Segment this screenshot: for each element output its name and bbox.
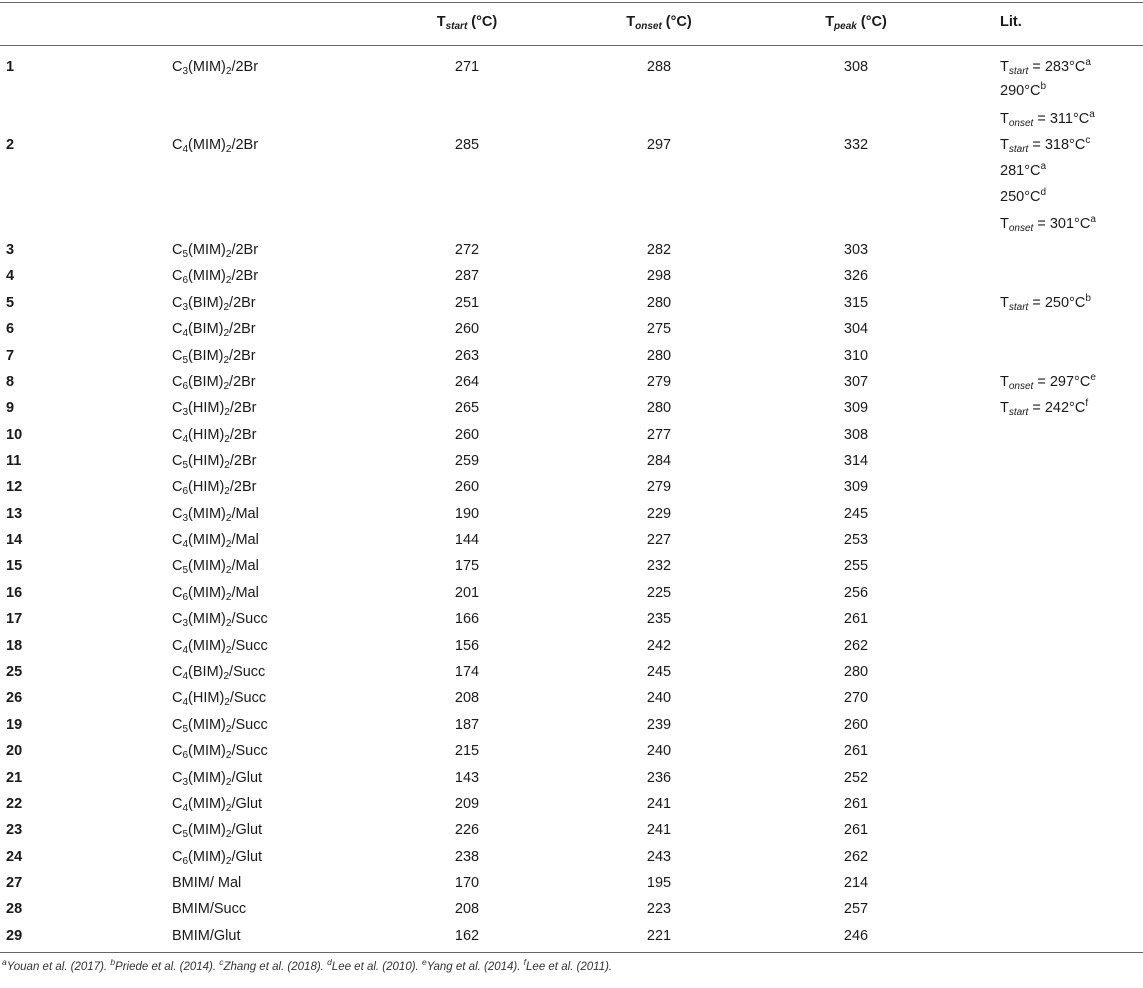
compound-number: 16 (6, 585, 23, 601)
t-peak-value: 262 (843, 849, 869, 865)
t-onset-value: 279 (646, 479, 672, 495)
t-peak-value: 261 (843, 611, 869, 627)
t-start-value: 166 (454, 611, 480, 627)
compound-number: 18 (6, 638, 23, 654)
t-peak-value: 252 (843, 770, 869, 786)
t-onset-value: 229 (646, 506, 672, 522)
compound-name: BMIM/Succ (172, 901, 247, 917)
compound-number: 1 (6, 59, 15, 75)
compound-name: $C_6(MIM)_2$/Mal (172, 585, 259, 603)
top-rule (0, 2, 1143, 3)
t-onset-value: 297 (646, 137, 672, 153)
t-start-value: 190 (454, 506, 480, 522)
compound-number: 11 (6, 453, 22, 469)
t-start-value: 287 (454, 268, 480, 284)
literature-entry: $281^\circ C^a$ (1000, 161, 1047, 179)
t-peak-value: 261 (843, 822, 869, 838)
t-onset-value: 241 (646, 796, 672, 812)
t-peak-value: 309 (843, 400, 869, 416)
compound-name: $C_5(MIM)_2/2Br$ (172, 242, 259, 260)
header-rule (0, 45, 1143, 46)
literature-entry: $T_{onset} = 297^\circ C^e$ (1000, 372, 1096, 392)
t-onset-value: 195 (646, 875, 672, 891)
literature-entry: $250^\circ C^d$ (1000, 187, 1047, 205)
compound-name: $C_6(HIM)_2/2Br$ (172, 479, 257, 497)
t-onset-value: 232 (646, 558, 672, 574)
t-peak-value: 246 (843, 928, 869, 944)
compound-name: $C_4(MIM)_2$/Glut (172, 796, 263, 814)
t-onset-value: 298 (646, 268, 672, 284)
t-onset-value: 239 (646, 717, 672, 733)
compound-number: 7 (6, 348, 15, 364)
bottom-rule (0, 952, 1143, 953)
footnotes (2, 957, 613, 973)
t-onset-value: 225 (646, 585, 672, 601)
t-peak-value: 253 (843, 532, 869, 548)
compound-name: $C_3(BIM)_2/2Br$ (172, 295, 256, 313)
literature-entry: $T_{onset} = 311^\circ C^a$ (1000, 109, 1095, 129)
t-onset-value: 223 (646, 901, 672, 917)
t-peak-value: 214 (843, 875, 869, 891)
t-start-value: 271 (454, 59, 480, 75)
t-onset-value: 279 (646, 374, 672, 390)
t-start-value: 144 (454, 532, 480, 548)
t-peak-value: 309 (843, 479, 869, 495)
literature-entry: $T_{start} = 283^\circ C^a$ (1000, 57, 1091, 77)
compound-name: $C_6(BIM)_2/2Br$ (172, 374, 256, 392)
header-t-start: $T_{start}$ (°C) (436, 14, 498, 32)
footnote-reference: $^a$Youan et al. (2017). (2, 957, 111, 973)
t-onset-value: 288 (646, 59, 672, 75)
t-onset-value: 227 (646, 532, 672, 548)
t-start-value: 265 (454, 400, 480, 416)
t-peak-value: 245 (843, 506, 869, 522)
compound-number: 6 (6, 321, 15, 337)
compound-name: $C_4(HIM)_2/2Br$ (172, 427, 257, 445)
compound-name: $C_4(BIM)_2/2Br$ (172, 321, 256, 339)
t-start-value: 174 (454, 664, 480, 680)
t-peak-value: 307 (843, 374, 869, 390)
compound-number: 22 (6, 796, 23, 812)
t-start-value: 208 (454, 690, 480, 706)
literature-entry: $290^\circ C^b$ (1000, 81, 1047, 99)
t-onset-value: 284 (646, 453, 672, 469)
compound-name: $C_5(HIM)_2/2Br$ (172, 453, 257, 471)
compound-name: $C_6(MIM)_2/2Br$ (172, 268, 259, 286)
header-t-onset: $T_{onset}$ (°C) (626, 14, 692, 32)
compound-name: $C_3(MIM)_2$/Mal (172, 506, 259, 524)
compound-number: 26 (6, 690, 23, 706)
t-start-value: 260 (454, 479, 480, 495)
compound-number: 25 (6, 664, 23, 680)
compound-name: $C_5(BIM)_2/2Br$ (172, 348, 256, 366)
t-onset-value: 243 (646, 849, 672, 865)
literature-entry: $T_{onset} = 301^\circ C^a$ (1000, 214, 1096, 234)
compound-number: 3 (6, 242, 15, 258)
t-start-value: 285 (454, 137, 480, 153)
compound-number: 19 (6, 717, 23, 733)
t-start-value: 201 (454, 585, 480, 601)
footnote-reference: $^e$Yang et al. (2014). (421, 957, 524, 973)
t-peak-value: 304 (843, 321, 869, 337)
compound-name: $C_4(MIM)_2$/Succ (172, 638, 268, 656)
compound-name: $C_6(MIM)_2$/Glut (172, 849, 263, 867)
compound-number: 24 (6, 849, 23, 865)
compound-number: 12 (6, 479, 23, 495)
t-peak-value: 255 (843, 558, 869, 574)
t-peak-value: 308 (843, 427, 869, 443)
t-onset-value: 241 (646, 822, 672, 838)
compound-number: 13 (6, 506, 23, 522)
compound-number: 28 (6, 901, 23, 917)
compound-name: $C_6(MIM)_2$/Succ (172, 743, 268, 761)
compound-number: 23 (6, 822, 23, 838)
compound-name: $C_4(MIM)_2/2Br$ (172, 137, 259, 155)
compound-number: 29 (6, 928, 23, 944)
t-peak-value: 310 (843, 348, 869, 364)
compound-number: 10 (6, 427, 23, 443)
compound-number: 14 (6, 532, 23, 548)
t-peak-value: 303 (843, 242, 869, 258)
compound-name: $C_3(MIM)_2$/Glut (172, 770, 263, 788)
t-onset-value: 280 (646, 295, 672, 311)
compound-name: BMIM/ Mal (172, 875, 242, 891)
footnote-reference: $^f$Lee et al. (2011). (523, 957, 613, 973)
compound-number: 15 (6, 558, 23, 574)
literature-entry: $T_{start} = 318^\circ C^c$ (1000, 135, 1091, 155)
literature-entry: $T_{start} = 250^\circ C^b$ (1000, 293, 1091, 313)
t-start-value: 156 (454, 638, 480, 654)
compound-number: 9 (6, 400, 15, 416)
t-onset-value: 240 (646, 743, 672, 759)
t-onset-value: 236 (646, 770, 672, 786)
compound-name: $C_5(MIM)_2$/Succ (172, 717, 268, 735)
compound-name: $C_5(MIM)_2$/Glut (172, 822, 263, 840)
t-start-value: 175 (454, 558, 480, 574)
t-onset-value: 235 (646, 611, 672, 627)
t-start-value: 251 (454, 295, 480, 311)
t-start-value: 259 (454, 453, 480, 469)
compound-number: 8 (6, 374, 15, 390)
t-peak-value: 261 (843, 743, 869, 759)
t-onset-value: 275 (646, 321, 672, 337)
compound-name: $C_3(HIM)_2/2Br$ (172, 400, 257, 418)
compound-name: BMIM/Glut (172, 928, 241, 944)
t-start-value: 226 (454, 822, 480, 838)
compound-name: $C_4(BIM)_2$/Succ (172, 664, 266, 682)
t-peak-value: 257 (843, 901, 869, 917)
t-start-value: 260 (454, 427, 480, 443)
t-peak-value: 315 (843, 295, 869, 311)
t-start-value: 143 (454, 770, 480, 786)
t-start-value: 272 (454, 242, 480, 258)
compound-number: 2 (6, 137, 15, 153)
compound-name: $C_4(MIM)_2$/Mal (172, 532, 259, 550)
header-t-peak: $T_{peak}$ (°C) (825, 14, 887, 32)
compound-number: 21 (6, 770, 23, 786)
t-start-value: 238 (454, 849, 480, 865)
t-peak-value: 261 (843, 796, 869, 812)
footnote-reference: $^c$Zhang et al. (2018). (219, 957, 328, 973)
t-start-value: 215 (454, 743, 480, 759)
compound-number: 20 (6, 743, 23, 759)
t-peak-value: 262 (843, 638, 869, 654)
literature-entry: $T_{start} = 242^\circ C^f$ (1000, 398, 1089, 418)
compound-number: 17 (6, 611, 23, 627)
t-onset-value: 221 (646, 928, 672, 944)
compound-number: 5 (6, 295, 15, 311)
compound-name: $C_3(MIM)_2$/Succ (172, 611, 268, 629)
t-start-value: 263 (454, 348, 480, 364)
t-onset-value: 280 (646, 400, 672, 416)
t-start-value: 162 (454, 928, 480, 944)
t-peak-value: 280 (843, 664, 869, 680)
t-peak-value: 256 (843, 585, 869, 601)
compound-name: $C_5(MIM)_2$/Mal (172, 558, 259, 576)
t-peak-value: 326 (843, 268, 869, 284)
compound-number: 27 (6, 875, 23, 891)
compound-name: $C_4(HIM)_2$/Succ (172, 690, 267, 708)
t-start-value: 260 (454, 321, 480, 337)
t-start-value: 170 (454, 875, 480, 891)
t-onset-value: 240 (646, 690, 672, 706)
t-peak-value: 308 (843, 59, 869, 75)
compound-number: 4 (6, 268, 15, 284)
compound-name: $C_3(MIM)_2/2Br$ (172, 59, 259, 77)
t-onset-value: 245 (646, 664, 672, 680)
t-onset-value: 282 (646, 242, 672, 258)
t-peak-value: 314 (843, 453, 869, 469)
t-peak-value: 260 (843, 717, 869, 733)
t-onset-value: 277 (646, 427, 672, 443)
footnote-reference: $^d$Lee et al. (2010). (327, 957, 422, 973)
t-start-value: 208 (454, 901, 480, 917)
t-start-value: 264 (454, 374, 480, 390)
header-lit: Lit. (1000, 14, 1022, 30)
t-onset-value: 280 (646, 348, 672, 364)
t-start-value: 187 (454, 717, 480, 733)
footnote-reference: $^b$Priede et al. (2014). (110, 957, 220, 973)
t-peak-value: 270 (843, 690, 869, 706)
t-onset-value: 242 (646, 638, 672, 654)
t-start-value: 209 (454, 796, 480, 812)
t-peak-value: 332 (843, 137, 869, 153)
